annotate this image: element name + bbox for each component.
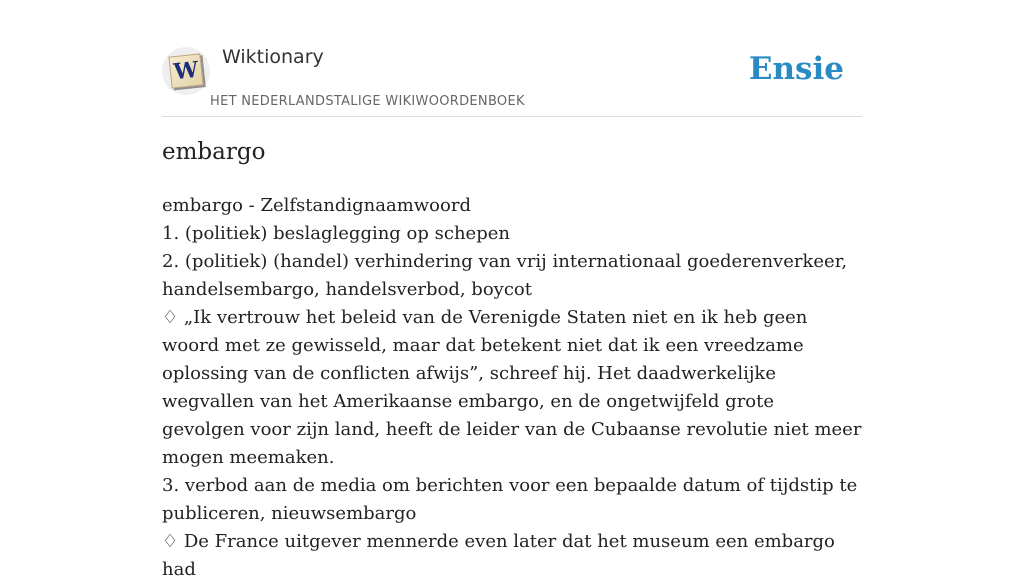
example-quote-2: ♢ De France uitgever mennerde even later dat het museum een embargo had bbox=[162, 531, 835, 580]
page-title: embargo bbox=[162, 139, 266, 165]
page bbox=[162, 0, 862, 580]
example-quote-1: ♢ „Ik vertrouw het beleid van de Verenigde Staten niet en ik heb geen woord met ze gewisseld, maar dat betekent niet dat ik een vreedzame oplossing van de conflicten afwijs”, schreef hij. Het daadwerkelijke wegvallen van het Amerikaanse embargo, en de ongetwijfeld grote gevolgen voor zijn land, heeft de leider van de Cubaanse revolutie niet meer mogen meemaken. bbox=[162, 307, 862, 468]
wiktionary-logo-icon[interactable] bbox=[162, 47, 210, 95]
site-name[interactable]: Wiktionary bbox=[222, 46, 324, 68]
definition-3: 3. verbod aan de media om berichten voor een bepaalde datum of tijdstip te publiceren, nieuwsembargo bbox=[162, 475, 858, 524]
entry-heading: embargo - Zelfstandignaamwoord bbox=[162, 195, 471, 216]
logo-tile: W bbox=[168, 53, 203, 88]
ensie-brand-link[interactable]: Ensie bbox=[748, 51, 844, 87]
entry-content bbox=[162, 192, 862, 584]
definition-2: 2. (politiek) (handel) verhindering van vrij internationaal goederenverkeer, handelsembargo, handelsverbod, boycot bbox=[162, 251, 848, 300]
site-header bbox=[162, 0, 862, 117]
definition-1: 1. (politiek) beslaglegging op schepen bbox=[162, 223, 510, 244]
site-tagline: HET NEDERLANDSTALIGE WIKIWOORDENBOEK bbox=[210, 94, 525, 109]
